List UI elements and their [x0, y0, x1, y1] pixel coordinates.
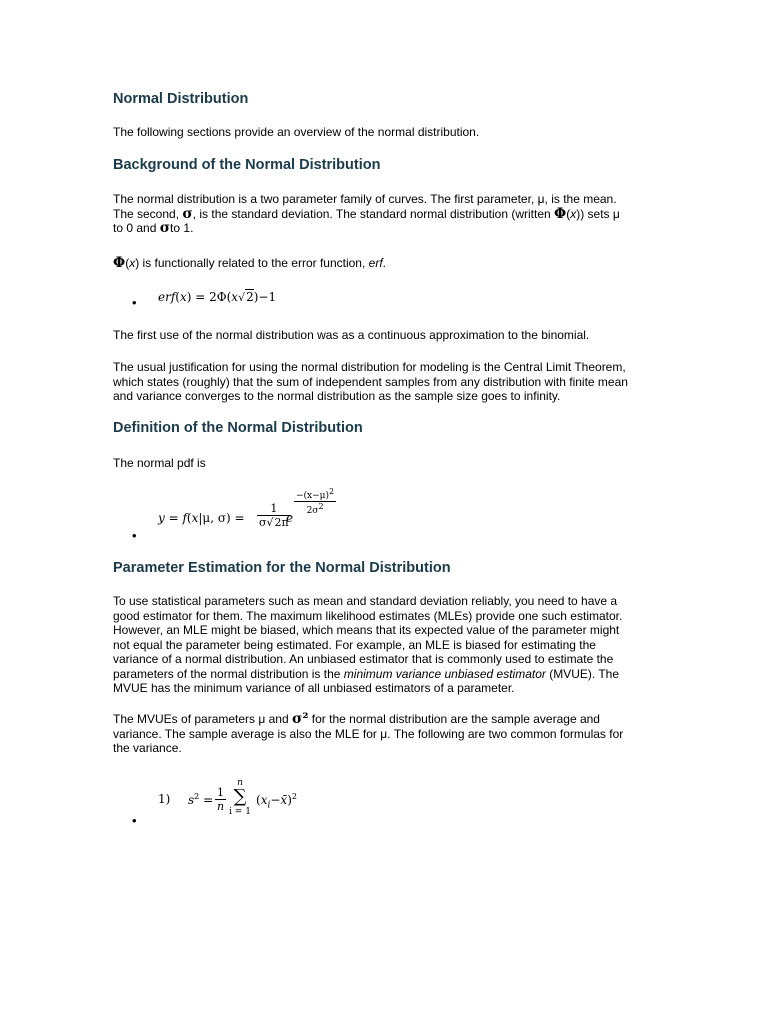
formula-text: ( — [186, 511, 192, 525]
text-line: MVUE has the minimum variance of all unbiased estimators of a parameter. — [113, 681, 515, 695]
formula-text: ) — [287, 793, 292, 807]
erf-term: erf — [368, 256, 383, 270]
text-line: parameters of the normal distribution is the — [113, 666, 344, 681]
background-paragraph-1: The normal distribution is a two parameter family of curves. The first parameter, μ, is the mean. The second, σ, is the standard deviation. The standard normal distribution (written Φ(x)) sets μ to 0 and σto 1. — [113, 192, 620, 236]
variable-x: x — [129, 256, 136, 270]
text-line: (MVUE). The — [545, 666, 619, 681]
sum-lower-limit: i = 1 — [229, 807, 251, 817]
function-f: f — [182, 511, 187, 525]
estimation-paragraph-1 — [113, 594, 658, 696]
text-line: The second, — [113, 206, 183, 221]
exponent-numerator — [294, 487, 336, 502]
text-line: , is the standard deviation. The standard normal distribution (written — [192, 206, 555, 221]
fraction-numerator: 1 — [257, 502, 291, 516]
formula-text: −(x−μ) — [296, 491, 330, 501]
definition-paragraph-1: The normal pdf is — [113, 456, 206, 470]
text-line: variance. The sample average is also the MLE for μ. The following are two common formulas for — [113, 726, 624, 741]
sigma-symbol: σ — [182, 205, 193, 222]
exponent-fraction — [294, 487, 336, 516]
bullet: • — [132, 295, 137, 310]
erf-formula: erf(x) = 2Φ(x√2)−1 — [158, 290, 277, 304]
sum-upper-limit: n — [237, 778, 243, 788]
page-title: Normal Distribution — [113, 91, 249, 107]
formula-text: = — [164, 511, 183, 525]
formula-text: 2σ — [306, 506, 319, 516]
text-line: not equal the parameter being estimated. For example, an MLE is biased for estimating the — [113, 637, 596, 652]
text-line: However, an MLE might be biased, which means that its expected value of the parameter might — [113, 623, 620, 637]
bullet: • — [132, 813, 137, 828]
background-paragraph-2: Φ(x) is functionally related to the error function, erf. — [113, 255, 387, 271]
fraction-denominator: σ√2π — [259, 516, 289, 529]
text-line: to 1. — [170, 221, 194, 235]
variable-s: s — [188, 793, 195, 807]
fraction-numerator: 1 — [215, 786, 226, 800]
superscript: 2 — [291, 792, 297, 801]
sqrt-value: 2π — [274, 516, 289, 529]
background-paragraph-4 — [113, 360, 658, 404]
variable-n: n — [217, 800, 225, 813]
text-line: which states (roughly) that the sum of independent samples from any distribution with finite mean — [113, 374, 628, 389]
summation — [228, 778, 252, 818]
background-paragraph-3: The first use of the normal distribution was as a continuous approximation to the binomial. — [113, 328, 590, 342]
variable-x: x — [231, 290, 239, 304]
text-line: good estimator for them. The maximum likelihood estimates (MLEs) provide one such estimator. — [113, 608, 623, 623]
text-line: To use statistical parameters such as mean and standard deviation reliably, you need to have a — [113, 594, 618, 608]
formula-index: 1) — [158, 792, 171, 806]
text-line: The normal distribution is a two parameter family of curves. The first parameter, μ, is the mean. — [113, 192, 617, 206]
euler-e: e — [286, 511, 294, 525]
fraction-denominator — [215, 800, 226, 813]
variable-xbar: x̄ — [280, 793, 288, 807]
subscript: i — [267, 800, 271, 811]
erf-name: erf — [158, 290, 176, 304]
variance-formula — [158, 778, 358, 828]
text-line: and variance converges to the normal distribution as the sample size goes to infinity. — [113, 389, 561, 403]
text-line: for the normal distribution are the sample average and — [308, 712, 600, 726]
estimation-paragraph-2 — [113, 712, 658, 756]
exponent-denominator — [294, 502, 336, 516]
sigma: σ — [259, 516, 267, 529]
sigma-symbol: σ — [159, 220, 171, 236]
variable-x: x — [570, 206, 577, 221]
text-line: variance of a normal distribution. An unbiased estimator that is commonly used to estimate the — [113, 652, 614, 666]
superscript: 2 — [194, 792, 200, 801]
intro-paragraph: The following sections provide an overview of the normal distribution. — [113, 125, 480, 139]
text-line: . — [382, 256, 387, 270]
sum-symbol: ∑ — [233, 786, 247, 807]
text-line: to 0 and — [113, 221, 160, 235]
sigma-squared-symbol: σ² — [292, 711, 309, 727]
variable-x: x — [191, 511, 199, 525]
text-line: )) sets μ — [576, 206, 620, 221]
bullet: • — [132, 528, 137, 543]
formula-text: = 2Φ( — [195, 290, 232, 304]
superscript: 2 — [329, 487, 335, 496]
estimation-heading: Parameter Estimation for the Normal Distribution — [113, 560, 451, 576]
text-line: ) is functionally related to the error function, — [135, 256, 369, 270]
text-line: The usual justification for using the normal distribution for modeling is the Central Limit Theorem, — [113, 360, 626, 374]
formula-text: − — [270, 793, 281, 807]
variable-x: x — [260, 793, 268, 807]
phi-symbol: Φ — [554, 205, 567, 222]
formula-text: |μ, σ) = — [198, 511, 245, 525]
variance-fraction — [215, 786, 226, 813]
mvue-term: minimum variance unbiased estimator — [343, 666, 546, 681]
text-line: the variance. — [113, 741, 182, 755]
phi-symbol: Φ — [113, 255, 126, 271]
background-heading: Background of the Normal Distribution — [113, 157, 381, 173]
variable-y: y — [158, 511, 165, 525]
variable-x: x — [179, 290, 187, 304]
superscript: 2 — [318, 502, 324, 511]
sqrt-value: 2 — [246, 290, 254, 304]
formula-text: )−1 — [253, 290, 277, 304]
formula-text: ( — [256, 793, 261, 807]
definition-heading: Definition of the Normal Distribution — [113, 420, 363, 436]
text-line: The MVUEs of parameters μ and — [113, 712, 292, 726]
formula-text: = — [199, 793, 214, 807]
